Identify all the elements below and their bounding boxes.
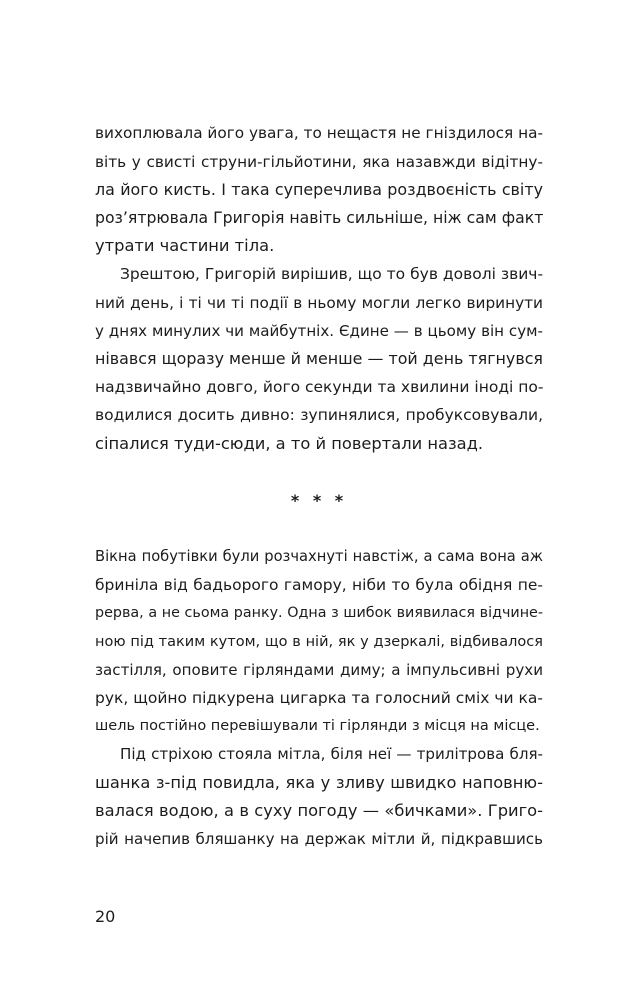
text-line: сіпалися туди-сюди, а то й повертали назад. <box>95 434 484 453</box>
text-line: у днях минулих чи майбутніх. Єдине — в цьому він сум- <box>95 322 543 340</box>
text-line: бриніла від бадьорого гамору, ніби то була обідня пе- <box>95 576 543 594</box>
text-line: надзвичайно довго, його секунди та хвилини іноді по- <box>95 378 544 396</box>
text-line: Під стріхою стояла мітла, біля неї — трилітрова бля- <box>120 745 543 763</box>
text-line: віть у свисті струни-гільйотини, яка назавжди відітну- <box>95 153 543 171</box>
text-line: водилися досить дивно: зупинялися, пробуксовували, <box>95 406 543 424</box>
text-line: валася водою, а в суху погоду — «бичками». Григо- <box>95 801 543 820</box>
text-line: рерва, а не сьома ранку. Одна з шибок виявилася відчине- <box>95 605 543 621</box>
text-line: Вікна побутівки були розчахнуті навстіж, а сама вона аж <box>95 548 543 565</box>
page-number: 20 <box>95 907 116 926</box>
text-line: рій начепив бляшанку на держак мітли й, підкравшись <box>95 830 543 848</box>
text-line: застілля, оповите гірляндами диму; а імпульсивні рухи <box>95 661 543 679</box>
text-line: ний день, і ті чи ті події в ньому могли легко виринути <box>95 294 543 312</box>
section-separator: * * * <box>290 491 348 510</box>
text-line: ла його кисть. І така суперечлива роздвоєність світу <box>95 180 543 199</box>
text-line: шанка з-під повидла, яка у зливу швидко наповню- <box>95 773 543 792</box>
text-line: ною під таким кутом, що в ній, як у дзеркалі, відбивалося <box>95 634 543 650</box>
text-line: утрати частини тіла. <box>95 236 275 255</box>
text-line: Зрештою, Григорій вирішив, що то був доволі звич- <box>120 265 544 283</box>
text-line: роз’ятрювала Григорія навіть сильніше, ніж сам факт <box>95 208 544 227</box>
text-line: шель постійно перевішували ті гірлянди з місця на місце. <box>95 718 540 734</box>
text-line: нівався щоразу менше й менше — той день тягнувся <box>95 349 543 368</box>
text-line: рук, щойно підкурена цигарка та голосний сміх чи ка- <box>95 689 543 707</box>
text-line: вихоплювала його увага, то нещастя не гніздилося на- <box>95 124 543 142</box>
